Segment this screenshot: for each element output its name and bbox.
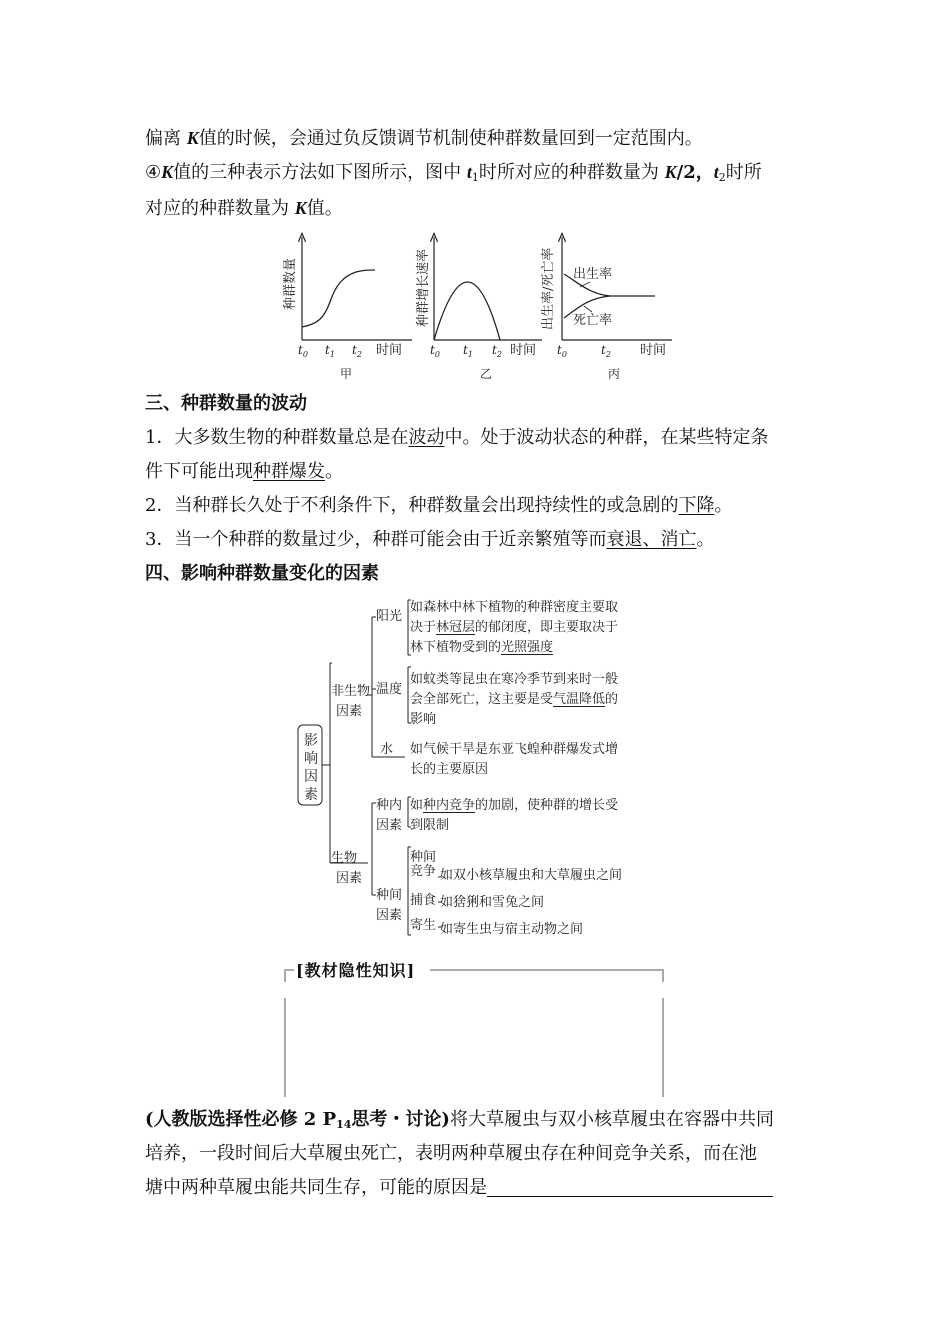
knowledge-q-line2: 培养，一段时间后大草履虫死亡，表明两种草履虫存在种间竞争关系，而在池 [145, 1143, 757, 1164]
svg-text:t0: $t_0$ [298, 343, 308, 359]
svg-text:t1: $t_1$ [463, 343, 473, 359]
section3-p3: 3．当一个种群的数量过少，种群可能会由于近亲繁殖等而衰退、消亡。 [145, 529, 715, 550]
water-text-1: 如气候干旱是东亚飞蝗种群爆发式增 [410, 742, 619, 757]
tick-t0: t [298, 343, 303, 357]
intra-text-2: 到限制 [410, 818, 450, 833]
section3-p1-line2: 件下可能出现种群爆发。 [145, 461, 343, 482]
root-factor-label: 影响因素 [304, 733, 318, 803]
figure-bing-xlabel: 时间 [640, 343, 667, 358]
section3-p1-line1: 1．大多数生物的种群数量总是在波动中。处于波动状态的种群，在某些特定条 [145, 427, 769, 448]
intro-line-1: 偏离 K值的时候，会通过负反馈调节机制使种群数量回到一定范围内。 [145, 128, 703, 149]
tick-t2: t [352, 343, 357, 357]
death-rate-label: 死亡率 [573, 313, 613, 328]
intra-label-b: 因素 [376, 818, 403, 833]
svg-text:t0: $t_0$ [557, 343, 567, 359]
section4-heading: 四、影响种群数量变化的因素 [145, 563, 379, 584]
s-curve [302, 270, 375, 327]
knowledge-q-line3: 塘中两种草履虫能共同生存，可能的原因是 [145, 1176, 773, 1200]
predation-text: 如猞猁和雪兔之间 [440, 895, 545, 910]
sun-text-1: 如森林中林下植物的种群密度主要取 [410, 600, 619, 615]
k-value-figures [280, 232, 680, 382]
intro-line-2: ④K值的三种表示方法如下图所示，图中 $t_1$时所对应的种群数量为 K/2，$t_2$时所 [145, 162, 762, 184]
tick-t1: t [325, 343, 330, 357]
competition-label-b: 竞争 [410, 864, 437, 879]
biotic-label-b: 因素 [336, 871, 363, 886]
water-label: 水 [380, 742, 394, 757]
abiotic-label-a: 非生物 [331, 684, 371, 699]
intro-line-3: 对应的种群数量为 K值。 [145, 198, 343, 219]
section3-heading: 三、种群数量的波动 [145, 393, 307, 414]
figure-yi [415, 237, 542, 381]
temp-text-2: 会全部死亡，这主要是受气温降低的 [410, 692, 619, 707]
hump-curve [434, 282, 500, 340]
svg-text:t2: $t_2$ [601, 343, 611, 359]
temp-text-3: 影响 [410, 712, 437, 727]
knowledge-box-frame [280, 962, 670, 1102]
figure-bing-ylabel: 出生率/死亡率 [541, 247, 556, 330]
sun-text-2: 决于林冠层的郁闭度，即主要取决于 [410, 620, 619, 635]
sun-text-3: 林下植物受到的光照强度 [410, 640, 554, 655]
figure-jia-ylabel: 种群数量 [283, 257, 298, 310]
sun-label: 阳光 [376, 609, 403, 624]
inter-label-b: 因素 [376, 908, 403, 923]
predation-label: 捕食 [410, 893, 437, 908]
svg-text:t1: $t_1$ [325, 343, 335, 359]
birth-rate-label: 出生率 [573, 267, 613, 282]
figure-bing-caption: 丙 [608, 367, 621, 381]
figure-yi-ylabel: 种群增长速率 [416, 248, 431, 327]
figure-jia-caption: 甲 [340, 367, 353, 381]
intra-label-a: 种内 [376, 798, 403, 813]
figure-jia-xlabel: 时间 [376, 343, 403, 358]
temp-label: 温度 [376, 682, 403, 697]
answer-blank[interactable] [487, 1176, 773, 1197]
temp-text-1: 如蚊类等昆虫在寒冷季节到来时一般 [410, 672, 619, 687]
figure-bing [540, 237, 672, 381]
competition-label-a: 种间 [410, 850, 437, 865]
figure-yi-caption: 乙 [480, 367, 493, 381]
parasitism-label: 寄生 [410, 918, 437, 933]
svg-text:t2: $t_2$ [492, 343, 502, 359]
parasitism-text: 如寄生虫与宿主动物之间 [440, 922, 584, 937]
knowledge-q-line1: (人教版选择性必修 2 $P_{14}$思考・讨论)将大草履虫与双小核草履虫在容器中共同 [145, 1109, 774, 1131]
inter-label-a: 种间 [376, 888, 403, 903]
biotic-label-a: 生物 [331, 851, 358, 866]
section3-p2: 2．当种群长久处于不利条件下，种群数量会出现持续性的或急剧的下降。 [145, 495, 733, 516]
figure-jia [282, 237, 412, 381]
intra-text-1: 如种内竞争的加剧，使种群的增长受 [410, 798, 619, 813]
water-text-2: 长的主要原因 [410, 762, 489, 777]
abiotic-label-b: 因素 [336, 704, 363, 719]
svg-text:t2: $t_2$ [352, 343, 362, 359]
knowledge-title: [教材隐性知识] [296, 961, 416, 980]
competition-text: 如双小核草履虫和大草履虫之间 [440, 868, 623, 883]
svg-text:t0: $t_0$ [430, 343, 440, 359]
figure-yi-xlabel: 时间 [510, 343, 537, 358]
